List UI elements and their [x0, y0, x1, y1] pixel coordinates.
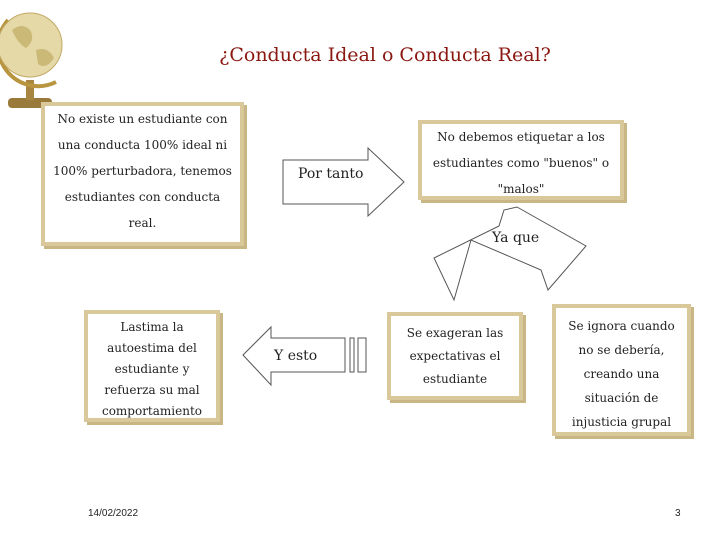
footer-date: 14/02/2022: [88, 508, 139, 519]
right-arrow: [283, 148, 404, 216]
page-title: ¿Conducta Ideal o Conducta Real?: [219, 44, 551, 66]
box-text: Se exageran las expectativas el estudiante: [406, 326, 504, 386]
bent-down-arrow: [434, 207, 586, 300]
y-esto-label: Y esto: [274, 348, 318, 364]
box-text: No debemos etiquetar a los estudiantes como "buenos" o "malos": [432, 130, 610, 196]
box-text: Lastima la autoestima del estudiante y refuerza su mal comportamiento: [101, 320, 203, 418]
por-tanto-label: Por tanto: [298, 166, 364, 182]
ya-que-label: Ya que: [492, 230, 540, 246]
box-text: Se ignora cuando no se debería, creando una situación de injusticia grupal: [568, 319, 675, 429]
box-text: No existe un estudiante con una conducta 100% ideal ni 100% perturbadora, tenemos estudiantes con conducta real.: [53, 112, 232, 230]
footer-page-number: 3: [675, 508, 681, 519]
